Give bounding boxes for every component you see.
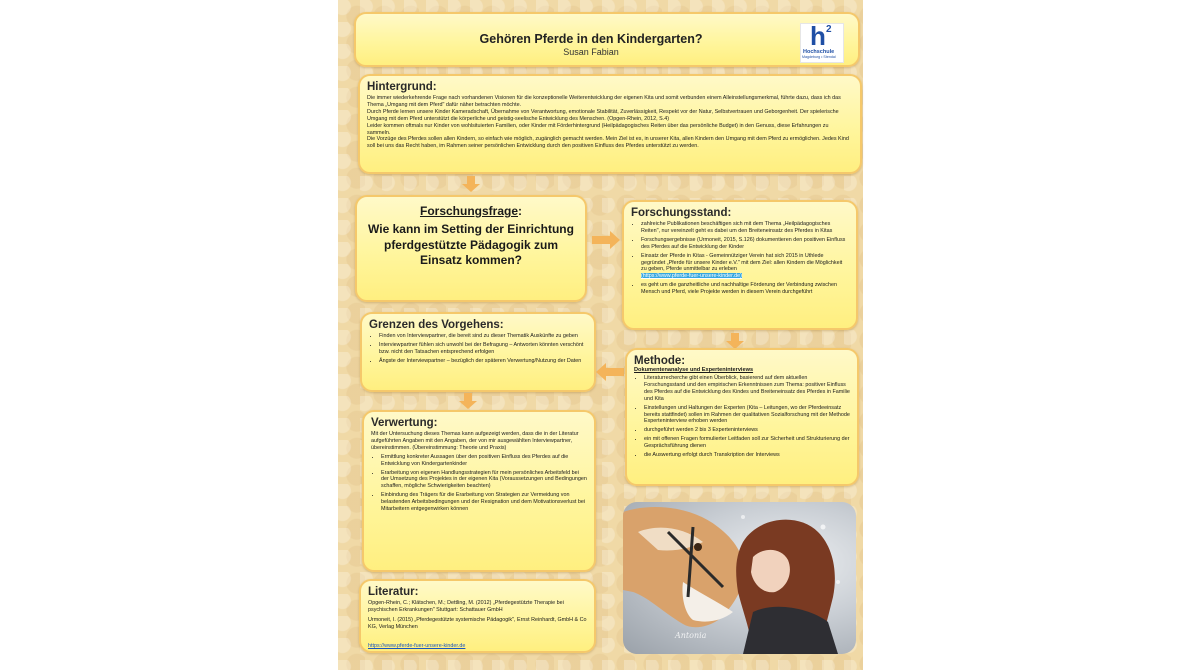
list-item: • Einstellungen und Haltungen der Experten (Kita – Leitungen, wo der Pferdeeinsatz bereits stattfindet) sollen im Rahmen der qualitativen Sozialforschung mit der Methode Experteninterview erhoben werden: [644, 405, 850, 426]
verein-link[interactable]: (https://www.pferde-fuer-unsere-kinder.de): [641, 273, 742, 280]
grenzen-box: [360, 312, 596, 392]
photo-watermark: Antonia: [675, 631, 707, 640]
list-item: • Forschungsergebnisse (Urmoneit, 2015, S.126) dokumentieren den positiven Einfluss des Pferdes auf die Entwicklung der Kinder: [641, 237, 849, 251]
forschungsstand-heading: Forschungsstand:: [631, 207, 732, 219]
list-item: • Ermittlung konkreter Aussagen über den positiven Einfluss des Pferdes auf die Entwicklung von Kindergartenkinder: [381, 454, 587, 468]
verwertung-intro: Mit der Untersuchung dieses Themas kann aufgezeigt werden, dass die in der Literatur aufgeführten Angaben mit den Angaben, der von mir ausgewählten Interviewpartner, übereinstimmen. (Übereinstimmung: Theorie und Praxis): [371, 431, 579, 451]
horse-and-girl-photo: [623, 502, 856, 654]
list-item: • Interviewpartner fühlen sich unwohl bei der Befragung – Antworten könnten verschönt bzw. nicht den Tatsachen entsprechend erfolgen: [379, 342, 587, 356]
logo-name: Hochschule: [803, 49, 835, 55]
list-item: • die Auswertung erfolgt durch Transkription der Interviews: [644, 452, 850, 459]
list-item: • Ängste der Interviewpartner – bezüglich der späteren Verwertung/Nutzung der Daten: [379, 358, 587, 365]
literatur-heading: Literatur:: [368, 586, 419, 598]
list-item: • Literaturrecherche gibt einen Überblick, basierend auf dem aktuellen Forschungsstand und den empirischen Erkenntnissen zum Thema: positiver Einfluss des Pferdes auf die Entwicklung des Kindes und Breiteneinsatz des Pferdes in Familie und Kita: [644, 375, 850, 403]
hintergrund-paragraph: Die immer wiederkehrende Frage nach vorhandenen Visionen für die konzeptionelle Weiterentwicklung der eigenen Kita und somit verbunden einem Alleinstellungsmerkmal, führte dazu, dass ich das Thema „Umgang mit dem Pferd" dafür näher betrachten möchte.: [367, 95, 841, 108]
logo-sub: Magdeburg • Stendal: [802, 55, 836, 59]
list-item: • es geht um die ganzheitliche und nachhaltige Förderung der Verbindung zwischen Mensch und Pferd, viele Projekte werden in diesem Verein durchgeführt: [641, 282, 849, 296]
list-item: • zahlreiche Publikationen beschäftigen sich mit dem Thema „Heilpädagogisches Reiten", nur vereinzelt geht es dabei um den Breiteneinsatz des Pferdes in Kitas: [641, 221, 849, 235]
forschungsstand-list: [631, 221, 849, 296]
hintergrund-paragraph: Durch Pferde lernen unsere Kinder Kameradschaft, Übernahme von Verantwortung, emotionale Stabilität, Zuverlässigkeit, Respekt vor der Natur, Selbstvertrauen und Geborgenheit. Der spielerische Umgang mit dem Pferd unterstützt die körperliche und geistig-seelische Entwicklung des Menschen. (Opgen-Rhein, 2012, S.4): [367, 108, 839, 122]
list-item: • Erarbeitung von eigenen Handlungsstrategien für mein persönliches Arbeitsfeld bei der Umsetzung des Projektes in der eigenen Kita (Voraussetzungen und Bedingungen schaffen, mögliche Schwierigkeiten beachten): [381, 470, 587, 491]
grenzen-list: [369, 333, 587, 365]
literatur-link[interactable]: https://www.pferde-fuer-unsere-kinder.de: [368, 642, 466, 649]
poster: [338, 0, 863, 670]
list-item-text: Einsatz der Pferde in Kitas - Gemeinnütziger Verein hat sich 2015 in Uthlede gegründet „Pferde für unsere Kinder e.V." mit dem Ziel: allen Kindern die Möglichkeit zu geben, Pferde unmittelbar zu erleben: [641, 252, 843, 273]
forschungsfrage-box: [355, 195, 587, 302]
list-item: [641, 253, 849, 281]
verwertung-box: [362, 410, 596, 572]
photo-illustration: [623, 502, 856, 654]
literatur-reference: Urmoneit, I. (2015) „Pferdegestützte systemische Pädagogik", Ernst Reinhardt, GmbH & Co KG, Verlag München: [368, 616, 587, 630]
forschungsfrage-heading-row: [365, 204, 577, 218]
university-logo: [800, 23, 844, 63]
logo-mark: h: [810, 21, 826, 51]
hintergrund-box: [358, 74, 862, 174]
literatur-reference: Opgen-Rhein, C.; Klätschen, M.; Dettling, M. (2012) „Pferdegestützte Therapie bei psychischen Erkrankungen" Stuttgart: Schattauer GmbH: [368, 600, 564, 613]
forschungsfrage-colon: :: [518, 204, 522, 218]
list-item: • ein mit offenen Fragen formulierter Leitfaden soll zur Sicherheit und Strukturierung der Gesprächsführung dienen: [644, 436, 850, 450]
hintergrund-paragraph: Die Vorzüge des Pferdes sollen allen Kindern, so einfach wie möglich, zugänglich gemacht werden. Mein Ziel ist es, in unserer Kita, allen Kindern den Umgang mit dem Pferd zu ermöglichen. Jedes Kind soll bei uns das Recht haben, im Rahmen seiner persönlichen Entwicklung durch den positiven Einfluss des Pferdes unterstützt zu werden.: [367, 136, 849, 150]
methode-list: [634, 375, 850, 459]
poster-title: Gehören Pferde in den Kindergarten?: [479, 32, 703, 46]
verwertung-list: [371, 454, 587, 513]
verwertung-heading: Verwertung:: [371, 417, 438, 429]
methode-box: [625, 348, 859, 486]
methode-subheading: Dokumentenanalyse und Experteninterviews: [634, 367, 754, 373]
hintergrund-heading: Hintergrund:: [367, 81, 437, 93]
title-box: [354, 12, 860, 67]
logo-superscript: 2: [826, 24, 832, 35]
grenzen-heading: Grenzen des Vorgehens:: [369, 319, 504, 331]
forschungsstand-box: [622, 200, 858, 330]
list-item: • Einbindung des Trägers für die Erarbeitung von Strategien zur Vermeidung von belastenden Arbeitsbedingungen und der Resignation und dem Motivationsverlust bei Mitarbeitern entgegenwirken können: [381, 492, 587, 513]
literatur-box: [359, 579, 596, 653]
hintergrund-paragraph: Leider kommen oftmals nur Kinder von wohlsituierten Familien, oder Kinder mit Förderhintergrund (Heilpädagogisches Reiten über das persönliche Budget) in den Genuss, diese Erfahrungen zu sammeln.: [367, 122, 829, 136]
list-item: • durchgeführt werden 2 bis 3 Experteninterviews: [644, 427, 850, 434]
poster-author: Susan Fabian: [563, 47, 619, 57]
methode-heading: Methode:: [634, 355, 686, 367]
forschungsfrage-question: Wie kann im Setting der Einrichtung pferdgestützte Pädagogik zum Einsatz kommen?: [368, 222, 574, 268]
forschungsfrage-heading: Forschungsfrage: [419, 204, 518, 218]
list-item: • Finden von Interviewpartner, die bereit sind zu dieser Thematik Auskünfte zu geben: [379, 333, 587, 340]
